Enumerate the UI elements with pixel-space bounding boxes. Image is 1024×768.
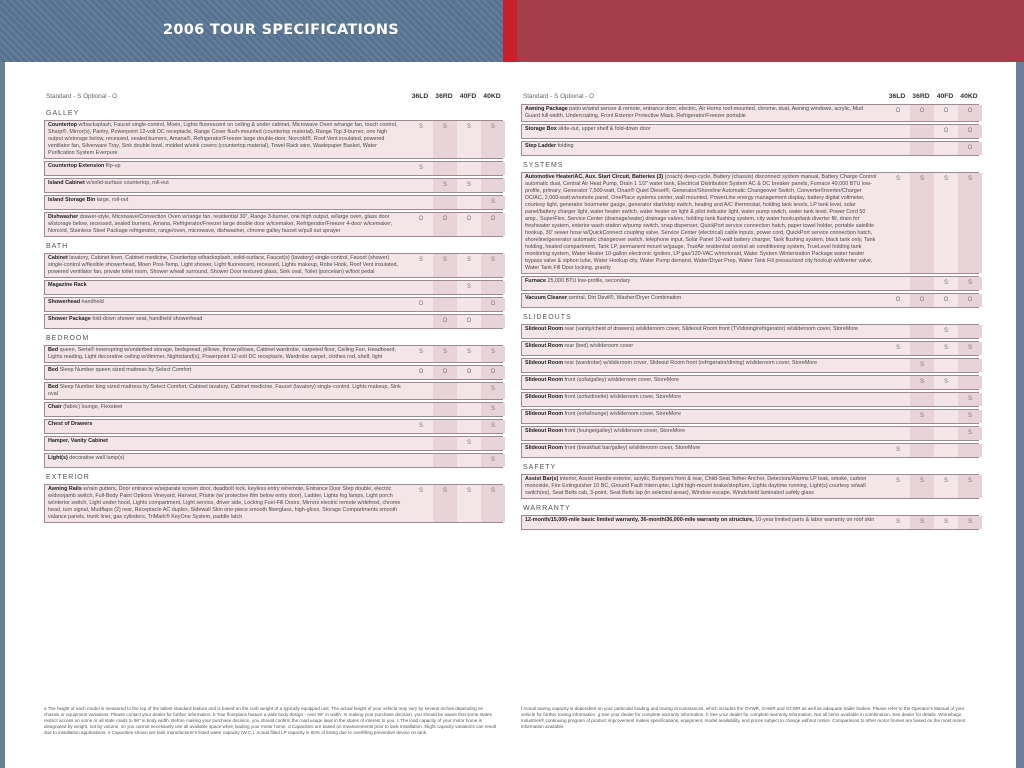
availability-cell <box>433 281 457 294</box>
spec-feature-detail: w/solid-surface countertop, roll-out <box>84 180 169 186</box>
spec-feature-name: Hamper, Vanity Cabinet <box>48 438 108 444</box>
availability-cell: O <box>418 369 424 375</box>
spec-feature-name: Slideout Room <box>525 343 564 349</box>
spec-row <box>44 178 503 193</box>
availability-cell: S <box>895 478 900 484</box>
right-column <box>521 88 979 532</box>
availability-cell <box>886 325 910 338</box>
availability-cell: S <box>943 519 948 525</box>
availability-cell: O <box>958 125 982 138</box>
availability-cell: S <box>958 277 982 290</box>
section-heading-systems: SYSTEMS <box>523 162 564 169</box>
spec-feature-name: Step Ladder <box>525 143 557 149</box>
availability-cell: O <box>466 369 472 375</box>
availability-cell: O <box>481 366 505 379</box>
availability-cell: O <box>466 216 472 222</box>
availability-cell <box>433 196 457 209</box>
section-heading-galley: GALLEY <box>46 110 80 117</box>
spec-feature-detail: queen, Serta® innerspring w/underbed storage, bedspread, pillows, throw pillows, Cabinet wardrobe, carpeted floor, Ceiling Fan, Headboard, Lights reading, Light decorative ceiling w/dimmer, Nightstand(s), Powerpoint 12-volt DC receptacle, Wardrobe carpet, clothes rod, shelf, light <box>48 347 396 360</box>
section-heading-slideouts: SLIDEOUTS <box>523 314 572 321</box>
availability-cell: S <box>466 349 471 355</box>
availability-cell: S <box>958 475 982 498</box>
availability-cell <box>910 142 934 155</box>
spec-feature-detail: (fabric) lounge, Flexsteel <box>61 404 123 410</box>
availability-cell: O <box>433 213 457 236</box>
availability-cell: S <box>481 403 505 416</box>
spec-feature-detail: w/rain gutters, Door entrance w/separate screen door, deadbolt lock, keyless entry w/remote, Entrance Door Step double, electric w/doorjamb switch, Full-Body Paint Options Vineyard, Harvest, Prairie (w/ protective film below entry door), Ladder, Lights fog lamps, Light porch w/interior switch, Light under hood, Lights compartment, Light service, driver side, Locking Fuel-Fill Doors, Mirrors electric remote w/defrost, chrome head, turn signal, Mudflaps (2) rear, Receptacle AC duplex, Sidewall Skin one-piece smooth fiberglass, high-gloss, Storage Compartments smooth valance panels, trunk liner, gas cylinders, TriMark® KeyOne System, paddle latch <box>48 486 401 520</box>
spec-feature-name: Showerhead <box>48 299 81 305</box>
availability-cell <box>409 315 433 328</box>
availability-cell: O <box>910 105 934 121</box>
availability-cell <box>409 383 433 399</box>
spec-row <box>521 375 979 390</box>
availability-cell: S <box>481 254 505 277</box>
spec-row <box>521 409 979 424</box>
spec-description <box>45 485 405 522</box>
spec-description <box>45 281 405 294</box>
availability-cell <box>934 444 958 457</box>
availability-cell: S <box>481 454 505 467</box>
spec-feature-detail: front (breakfast bar/galley) w/slideroom cover, StoreMore <box>563 445 701 451</box>
availability-cell <box>958 325 982 338</box>
availability-cell: S <box>433 346 457 362</box>
spec-row <box>521 104 979 122</box>
availability-cell <box>433 437 457 450</box>
availability-cell: S <box>910 516 934 529</box>
spec-feature-name: Automotive Heater/AC, Aux. Start Circuit, Batteries (3) <box>525 174 664 180</box>
availability-cell <box>934 142 958 155</box>
model-column-36rd: 36RD <box>435 93 453 100</box>
spec-feature-name: Countertop Extension <box>48 163 105 169</box>
model-column-36ld: 36LD <box>888 93 906 100</box>
availability-cell <box>910 277 934 290</box>
availability-cell: O <box>958 142 982 155</box>
availability-cell: O <box>481 298 505 311</box>
spec-feature-name: Assist Bar(s) <box>525 476 559 482</box>
availability-cell: O <box>895 297 901 303</box>
spec-row <box>44 253 503 278</box>
spec-feature-name: Slideout Room <box>525 360 564 366</box>
spec-feature-name: Slideout Room <box>525 326 564 332</box>
spec-row <box>44 419 503 434</box>
spec-feature-detail: 25,000 BTU low-profile, secondary <box>545 278 631 284</box>
availability-cell: S <box>895 519 900 525</box>
availability-cell <box>409 179 433 192</box>
availability-cell <box>958 444 982 457</box>
header-banner <box>0 0 1024 62</box>
spec-description <box>522 105 882 121</box>
availability-cell <box>910 393 934 406</box>
spec-description <box>522 359 882 372</box>
spec-feature-name: Slideout Room <box>525 445 564 451</box>
availability-cell <box>886 410 910 423</box>
spec-row <box>44 345 503 363</box>
model-column-40kd: 40KD <box>483 93 501 100</box>
spec-row <box>521 341 979 356</box>
spec-feature-detail: interior, Assist Handle exterior, acrylic, Bumpers front & rear, Child-Seat Tether Anchor, Detectors/Alarms LP leak, smoke, carbon monoxide, Fire Extinguisher 10 BC, Ground Fault Interrupter, Light high-mount brake/stop/turn, Lights daytime running, Light(s) courtesy w/wall switch(es), Seat Belts cab, 3-point, Seat Belts lap (in selected areas), Window escape, Windshield laminated safety glass <box>525 476 867 496</box>
spec-row <box>521 443 979 458</box>
availability-cell: O <box>481 213 505 236</box>
spec-description <box>522 444 882 457</box>
availability-cell: S <box>910 475 934 498</box>
spec-feature-detail: patio w/wind sensor & remote, entrance door, electric, Air Horns roof-mounted, chrome, dual, Awning windows, acrylic, Mud Guard full-width, Undercoating, Front Exterior Protective Mask, Refrigerator/Freezer portable <box>525 106 864 119</box>
availability-cell <box>886 359 910 372</box>
availability-cell: S <box>481 346 505 362</box>
availability-cell: S <box>943 176 948 182</box>
availability-cell <box>433 162 457 175</box>
availability-cell <box>409 281 433 294</box>
availability-cell <box>409 196 433 209</box>
spec-row <box>521 124 979 139</box>
availability-cell: S <box>943 345 948 351</box>
spec-feature-name: Bed <box>48 347 59 353</box>
spec-row <box>44 212 503 237</box>
spec-feature-name: Furnace <box>525 278 546 284</box>
spec-description <box>45 420 405 433</box>
spec-description <box>522 427 882 440</box>
availability-cell <box>481 281 505 294</box>
availability-cell: S <box>433 179 457 192</box>
availability-cell: S <box>418 488 423 494</box>
availability-cell <box>886 393 910 406</box>
spec-feature-name: Vacuum Cleaner <box>525 295 567 301</box>
spec-feature-detail: Sleep Number king sized mattress by Select Comfort, Cabinet lavatory, Cabinet medicine, Faucet (lavatory) single-control, Lights makeup, Sink oval <box>48 384 401 397</box>
spec-description <box>45 346 405 362</box>
spec-feature-name: Island Storage Bin <box>48 197 96 203</box>
availability-cell: O <box>910 294 934 307</box>
availability-cell: S <box>481 485 505 522</box>
spec-table-header <box>521 88 979 104</box>
spec-feature-detail: fold-down shower seat, handheld showerhead <box>90 316 203 322</box>
spec-feature-detail: front (sofa/lounge) w/slideroom cover, StoreMore <box>563 411 682 417</box>
spec-feature-name: Bed <box>48 367 59 373</box>
availability-cell: S <box>943 379 948 385</box>
availability-cell: S <box>466 488 471 494</box>
availability-cell <box>910 427 934 440</box>
availability-cell <box>409 437 433 450</box>
spec-feature-name: Slideout Room <box>525 428 564 434</box>
availability-cell: O <box>943 297 949 303</box>
availability-cell: S <box>466 440 471 446</box>
availability-cell: S <box>466 257 471 263</box>
availability-cell: O <box>958 294 982 307</box>
spec-feature-name: Slideout Room <box>525 377 564 383</box>
spec-row <box>521 392 979 407</box>
spec-feature-name: Countertop <box>48 122 78 128</box>
availability-cell: S <box>418 124 423 130</box>
spec-feature-detail: handheld <box>80 299 104 305</box>
spec-row <box>521 474 979 499</box>
spec-description <box>522 393 882 406</box>
spec-description <box>45 179 405 192</box>
availability-cell: S <box>958 410 982 423</box>
availability-cell: S <box>895 345 900 351</box>
spec-row <box>521 276 979 291</box>
left-column <box>44 88 503 525</box>
spec-row <box>44 436 503 451</box>
spec-description <box>45 254 405 277</box>
spec-row <box>44 453 503 468</box>
spec-row <box>44 195 503 210</box>
availability-cell: S <box>418 423 423 429</box>
section-heading-warranty: WARRANTY <box>523 505 571 512</box>
spec-feature-name: Light(s) <box>48 455 68 461</box>
spec-feature-name: 12-month/15,000-mile basic limited warranty, 36-month/36,000-mile warranty on structure, <box>525 517 754 523</box>
spec-feature-detail: flip-up <box>104 163 121 169</box>
availability-cell: S <box>433 121 457 158</box>
availability-cell: S <box>958 342 982 355</box>
availability-cell <box>958 359 982 372</box>
availability-cell: S <box>943 280 948 286</box>
availability-cell: S <box>466 284 471 290</box>
availability-cell: S <box>910 359 934 372</box>
spec-table-header <box>44 88 503 104</box>
section-heading-bath: BATH <box>46 243 69 250</box>
availability-cell: S <box>943 478 948 484</box>
availability-cell <box>910 342 934 355</box>
availability-cell: S <box>418 165 423 171</box>
banner-right-panel <box>517 0 1024 62</box>
spec-row <box>44 297 503 312</box>
model-column-36ld: 36LD <box>411 93 429 100</box>
spec-feature-detail: rear (wardrobe) w/slideroom cover, Slideout Room front (refrigerator/dining) w/slideroom cover, StoreMore <box>563 360 818 366</box>
spec-feature-detail: front (sofa/galley) w/slideroom cover, StoreMore <box>563 377 679 383</box>
spec-description <box>45 121 405 158</box>
availability-cell: O <box>466 318 472 324</box>
section-heading-exterior: EXTERIOR <box>46 474 90 481</box>
model-column-40fd: 40FD <box>936 93 954 100</box>
spec-description <box>45 162 405 175</box>
spec-feature-name: Awning Rails <box>48 486 82 492</box>
availability-cell <box>934 427 958 440</box>
availability-cell <box>457 196 481 209</box>
availability-cell <box>481 315 505 328</box>
model-column-40kd: 40KD <box>960 93 978 100</box>
spec-feature-name: Awning Package <box>525 106 568 112</box>
availability-cell <box>457 420 481 433</box>
spec-description <box>522 125 882 138</box>
spec-row <box>44 402 503 417</box>
spec-row <box>44 120 503 159</box>
availability-cell: S <box>910 173 934 273</box>
spec-feature-detail: lavatory, Cabinet linen, Cabinet medicine, Countertop w/backsplash, solid-surface, Faucet(s) (lavatory) single-control, Faucet (shower) single-control w/flexible showerhead, Moen Posi-Temp, Light shower, Light fluorescent, recessed, Lights makeup, Robe Hook, Roof Vent insulated, powered ventilator fan, private toilet room, Shower w/wall surround, Shower Door textured glass, Sink oval, Toilet (porcelain) w/foot pedal <box>48 255 398 275</box>
spec-row <box>44 161 503 176</box>
spec-description <box>45 298 405 311</box>
availability-cell <box>934 410 958 423</box>
spec-row <box>521 426 979 441</box>
spec-description <box>45 403 405 416</box>
spec-feature-detail: rear (vanity/chest of drawers) w/slideroom cover, Slideout Room front (TV/dining/refrigerator) w/slideroom cover, StoreMore <box>563 326 859 332</box>
availability-cell: S <box>466 124 471 130</box>
availability-cell <box>934 359 958 372</box>
spec-description <box>522 410 882 423</box>
availability-cell: S <box>958 393 982 406</box>
left-edge <box>0 62 5 768</box>
spec-description <box>522 376 882 389</box>
availability-cell: O <box>958 105 982 121</box>
spec-feature-detail: w/backsplash, Faucet single-control, Moen, Lights fluorescent on ceiling & under cabinet, Microwave Oven w/range fan, touch control, Sharp®, Mirror(s), Pantry, Powerpoint 12-volt DC receptacle, Range Cover flush-mounted (countertop material), Range Top 3-burner, one high output w/storage below, recessed, sealed burners, Amana®, Refrigerator/Freezer large double-door, Norcold®, Roof Vent insulated, powered ventilator fan, Silverware Tray, Sink double bowl, molded w/sink covers (countertop material), Towel Rack wire, Wastepaper Basket, Water Purification System Everpure <box>48 122 398 156</box>
availability-cell <box>934 393 958 406</box>
availability-cell <box>910 325 934 338</box>
spec-row <box>44 314 503 329</box>
spec-row <box>44 365 503 380</box>
spec-row <box>521 515 979 530</box>
availability-cell: S <box>958 427 982 440</box>
legend-text: Standard - S Optional - O <box>46 93 118 100</box>
availability-cell <box>457 162 481 175</box>
spec-description <box>45 213 405 236</box>
availability-cell: S <box>481 121 505 158</box>
availability-cell: S <box>481 420 505 433</box>
availability-cell: S <box>910 376 934 389</box>
spec-row <box>44 484 503 523</box>
availability-cell: O <box>433 315 457 328</box>
spec-feature-detail: rear (bed) w/slideroom cover <box>563 343 634 349</box>
spec-feature-detail: front (sofa/dinette) w/slideroom cover, StoreMore <box>563 394 682 400</box>
spec-row <box>521 172 979 274</box>
spec-description <box>45 196 405 209</box>
spec-feature-name: Slideout Room <box>525 411 564 417</box>
availability-cell: S <box>958 516 982 529</box>
availability-cell: S <box>466 182 471 188</box>
availability-cell <box>433 420 457 433</box>
spec-feature-name: Dishwasher <box>48 214 79 220</box>
legend-text: Standard - S Optional - O <box>523 93 595 100</box>
spec-row <box>521 141 979 156</box>
footnotes-right: f Actual towing capacity is dependent on your particular loading and towing circumstances, which includes the GVWR, GAWR and GCWR as well as adequate trailer brakes. Please refer to the Operator's Manual of your vehicle for further towing information. g See your dealer for complete warranty information. h See your dealer for complete warranty information. Not all items available in combination. See dealer for details. Winnebago Industries® continuing program of product improvement makes specifications, equipment, model availability, and prices subject to change without notice. Comparisons to other motor homes are based on the most recent information available. <box>521 706 966 729</box>
availability-cell <box>481 179 505 192</box>
banner-stripe <box>503 0 517 62</box>
spec-feature-name: Island Cabinet <box>48 180 85 186</box>
spec-feature-detail: slide-out, upper shelf & fold-down door <box>556 126 651 132</box>
spec-description <box>522 325 882 338</box>
availability-cell <box>457 454 481 467</box>
spec-feature-name: Slideout Room <box>525 394 564 400</box>
spec-description <box>522 277 882 290</box>
availability-cell: S <box>910 410 934 423</box>
availability-cell <box>433 454 457 467</box>
availability-cell: O <box>418 301 424 307</box>
model-column-36rd: 36RD <box>912 93 930 100</box>
spec-feature-name: Magazine Rack <box>48 282 87 288</box>
availability-cell <box>886 376 910 389</box>
spec-row <box>521 358 979 373</box>
availability-cell: S <box>943 328 948 334</box>
availability-cell <box>457 383 481 399</box>
availability-cell <box>433 403 457 416</box>
spec-row <box>521 324 979 339</box>
right-edge <box>1016 62 1024 768</box>
availability-cell <box>409 454 433 467</box>
spec-description <box>45 437 405 450</box>
availability-cell <box>409 403 433 416</box>
spec-feature-detail: large, roll-out <box>95 197 129 203</box>
spec-description <box>522 173 882 273</box>
spec-feature-detail: Sleep Number queen sized mattress by Select Comfort <box>58 367 192 373</box>
availability-cell <box>457 298 481 311</box>
spec-feature-detail: folding <box>556 143 574 149</box>
spec-description <box>522 142 882 155</box>
spec-feature-name: Bed <box>48 384 59 390</box>
availability-cell <box>958 376 982 389</box>
spec-description <box>522 342 882 355</box>
availability-cell: O <box>895 108 901 114</box>
spec-feature-detail: 10-year limited parts & labor warranty on roof skin <box>753 517 875 523</box>
availability-cell: S <box>481 196 505 209</box>
spec-row <box>44 382 503 400</box>
spec-feature-name: Cabinet <box>48 255 68 261</box>
spec-feature-detail: (coach) deep-cycle, Battery (chassis) disconnect system manual, Battery Charge Control automatic dual, Central Air Heat Pump, Drain 1 1/2" water tank, Electrical Distribution System AC & DC breaker panels, Furnace 40,000 BTU low-profile, primary, Generator 7,500-watt, Onan® Quiet Diesel®, Generator/Shoreline Automatic Changeover Switch, Converter/Inverter/Charger DC/AC, 2,000-watt w/remote panel, OnePlace systems center, wall mounted, PowerLine energy management display, battery digital voltmeter, courtesy light, generator hourmeter gauge, generator start/stop switch, heating and A/C thermostat, holding tank levels, LP tank level, solar panel/battery charger light, water heater switch, water heater on light & pilot indicator light, water pump switch, water tank level, Power Cord 50 amp., SuperFlex, Service Center (drainage/water) drainage valves, holding tank flushing system, city water hookup/tank diverter fill, drain for freshwater system, exterior wash station w/pump switch, snap dispenser, QuickPort service connection hatch, paper towel holder, portable satellite hookup, 30' sewer hose w/QuickConnect coupling valve, Service Center (electrical) cable inputs, power cord, QuickPort service connection hatch, shoreline/generator automatic changeover switch, telephone input, Solar Panel 10-watt battery charger, Tank flushing system, black tank only, Tank holding, heated compartment, Tank LP, permanent mount w/gauge, TrueAir residential central air conditioning system, TrueLevel holding tank monitoring system, Water Heater 10-gallon electronic ignition, LP gas/120-VAC w/motoraid, Water System Winterization Package water heater bypass valve & siphon tube, Water Hookup city, Water Pump demand, Water/Dryer Prep, Water Tank Fill pressurized city hookup w/diverter valve, Water Tank Fill Door locking, gravity <box>525 174 877 271</box>
spec-feature-name: Shower Package <box>48 316 91 322</box>
page-title: 2006 TOUR SPECIFICATIONS <box>163 22 400 38</box>
spec-feature-name: Chair <box>48 404 62 410</box>
availability-cell <box>433 383 457 399</box>
availability-cell: S <box>895 447 900 453</box>
footnotes-left: a The height of each model is measured to the top of the tallest standard feature and is based on the curb weight of a typically equipped unit. The actual height of your vehicle may vary by several inches depending on chassis or equipment variations. Please contact your dealer for further information. b Tour floorplans feature a wide body design - over 96" in width. In making your purchase decision, you should be aware that some states restrict access on some or all state roads to 96" in body width. Before making your purchase decision, you should confirm the road usage laws in the states of interest to you. c The load capacity of your motor home is designated by weight, not by volume, so you cannot necessarily use all available space when loading your motor home. d Capacities are based on measurements prior to tank installation. Slight capacity variations can result due to installation applications. e Capacities shown are tank manufacturer's listed water capacity (W.C.). Actual filled LP capacity is 80% of listing due to overfilling preventive device on tank. <box>44 706 496 735</box>
availability-cell <box>886 277 910 290</box>
spec-description <box>45 366 405 379</box>
availability-cell <box>910 444 934 457</box>
spec-feature-name: Chest of Drawers <box>48 421 93 427</box>
availability-cell: S <box>958 173 982 273</box>
availability-cell <box>481 437 505 450</box>
spec-feature-detail: decorative wall lamp(s) <box>67 455 125 461</box>
availability-cell <box>886 125 910 138</box>
spec-row <box>521 293 979 308</box>
spec-description <box>45 383 405 399</box>
spec-description <box>522 475 882 498</box>
spec-feature-name: Storage Box <box>525 126 557 132</box>
availability-cell <box>910 125 934 138</box>
section-heading-safety: SAFETY <box>523 464 557 471</box>
section-heading-bedroom: BEDROOM <box>46 335 90 342</box>
spec-description <box>45 454 405 467</box>
availability-cell: S <box>433 485 457 522</box>
availability-cell: S <box>481 383 505 399</box>
availability-cell: O <box>943 128 949 134</box>
availability-cell: O <box>433 366 457 379</box>
spec-feature-detail: drawer-style, Microwave/Convection Oven w/range fan, residential 30", Range 3-burner, one high output, w/large oven, glass door w/storage below, recessed, sealed burners, Amana, Refrigerator/Freezer large double door w/icemaker, Refrigerator/Freezer 4-door w/icemaker, Norcold, Stainless Steel Package refrigerator, range/oven, microwave, dishwasher, chrome galley faucet w/pull out sprayer <box>48 214 392 234</box>
spec-feature-detail: central, Dirt Devil®, Washer/Dryer Combination <box>566 295 682 301</box>
spec-feature-detail: front (lounge/galley) w/slideroom cover, StoreMore <box>563 428 685 434</box>
availability-cell: O <box>418 216 424 222</box>
availability-cell <box>433 298 457 311</box>
availability-cell: S <box>418 349 423 355</box>
spec-description <box>522 516 882 529</box>
availability-cell <box>886 427 910 440</box>
spec-description <box>45 315 405 328</box>
availability-cell <box>481 162 505 175</box>
availability-cell <box>886 142 910 155</box>
availability-cell: S <box>418 257 423 263</box>
availability-cell: S <box>895 176 900 182</box>
model-column-40fd: 40FD <box>459 93 477 100</box>
spec-description <box>522 294 882 307</box>
spec-row <box>44 280 503 295</box>
availability-cell: O <box>943 108 949 114</box>
availability-cell: S <box>433 254 457 277</box>
availability-cell <box>457 403 481 416</box>
